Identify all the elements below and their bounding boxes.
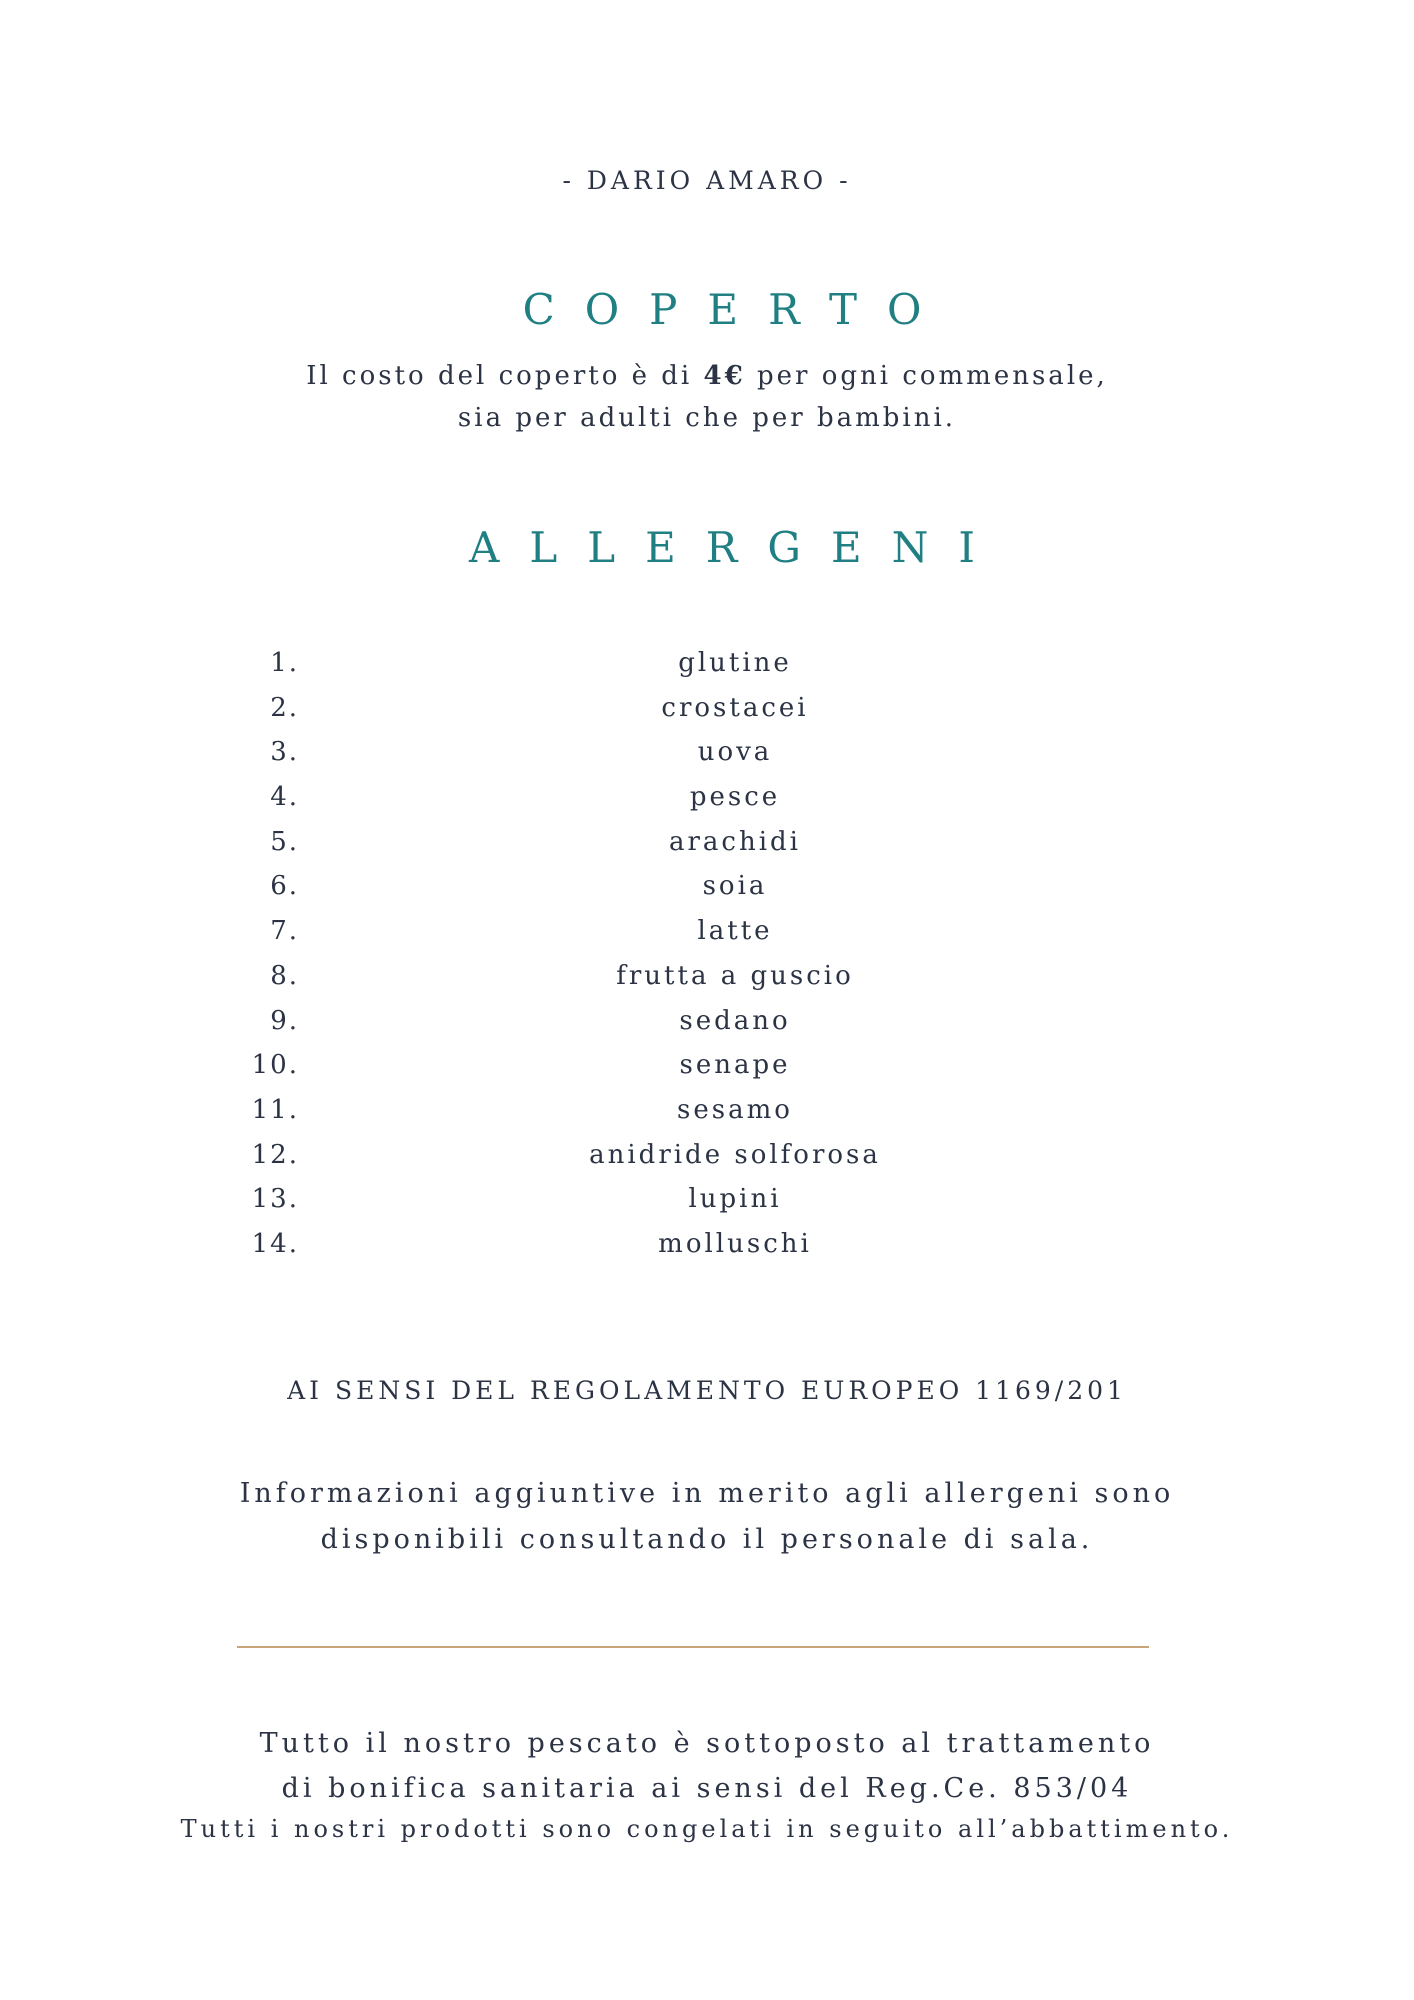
list-item xyxy=(0,827,1414,872)
regulation-note: AI SENSI DEL REGOLAMENTO EUROPEO 1169/201 xyxy=(287,1376,1127,1405)
allergen-number: 8. xyxy=(270,960,299,991)
allergeni-heading: ALLERGENI xyxy=(469,523,1005,572)
allergen-name: crostacei xyxy=(661,692,809,723)
coperto-second-line: sia per adulti che per bambini. xyxy=(457,403,957,433)
allergen-number: 1. xyxy=(270,648,299,678)
list-item xyxy=(0,693,1414,738)
list-item xyxy=(0,1050,1414,1095)
allergen-number: 7. xyxy=(270,916,299,947)
list-item xyxy=(0,737,1414,782)
footer-line-3: Tutti i nostri prodotti sono congelati in seguito all’abbattimento. xyxy=(180,1815,1234,1843)
allergen-name: senape xyxy=(679,1050,791,1081)
list-item xyxy=(0,1229,1414,1274)
allergen-name: anidride solforosa xyxy=(589,1139,881,1170)
allergen-number: 14. xyxy=(251,1228,299,1259)
list-item xyxy=(0,871,1414,916)
allergen-number: 3. xyxy=(270,737,299,768)
allergen-name: soia xyxy=(702,871,768,902)
allergen-name: sedano xyxy=(679,1005,791,1036)
allergen-name: latte xyxy=(697,916,773,947)
allergen-name: sesamo xyxy=(677,1094,793,1125)
footer-line-1: Tutto il nostro pescato è sottoposto al trattamento xyxy=(259,1728,1155,1759)
allergen-name: pesce xyxy=(689,782,781,813)
coperto-heading: COPERTO xyxy=(522,285,952,334)
allergen-number: 9. xyxy=(270,1005,299,1036)
footer-line-2: di bonifica sanitaria ai sensi del Reg.Ce. 853/04 xyxy=(281,1773,1133,1804)
allergen-number: 2. xyxy=(270,692,299,723)
allergen-number: 4. xyxy=(270,782,299,813)
list-item xyxy=(0,1140,1414,1185)
restaurant-name: - DARIO AMARO - xyxy=(562,166,852,195)
list-item xyxy=(0,648,1414,693)
coperto-text-after: per ogni commensale, xyxy=(745,361,1108,391)
allergen-name: lupini xyxy=(688,1184,782,1215)
coperto-price-line xyxy=(0,361,1414,391)
allergen-number: 10. xyxy=(251,1050,299,1081)
allergen-name: arachidi xyxy=(668,826,801,857)
allergen-number: 5. xyxy=(270,826,299,857)
allergen-number: 12. xyxy=(251,1139,299,1170)
allergen-number: 6. xyxy=(270,871,299,902)
allergen-number: 11. xyxy=(251,1094,299,1125)
list-item xyxy=(0,782,1414,827)
allergen-number: 13. xyxy=(251,1184,299,1215)
divider xyxy=(237,1646,1149,1648)
list-item xyxy=(0,1184,1414,1229)
allergen-name: glutine xyxy=(678,648,792,678)
info-line-1: Informazioni aggiuntive in merito agli allergeni sono xyxy=(239,1478,1175,1509)
list-item xyxy=(0,961,1414,1006)
allergen-list xyxy=(0,648,1414,1274)
list-item xyxy=(0,1095,1414,1140)
allergen-name: uova xyxy=(697,737,773,768)
allergen-name: frutta a guscio xyxy=(616,960,854,991)
list-item xyxy=(0,1006,1414,1051)
allergen-name: molluschi xyxy=(658,1228,812,1259)
list-item xyxy=(0,916,1414,961)
coperto-price: 4€ xyxy=(703,361,746,391)
info-line-2: disponibili consultando il personale di sala. xyxy=(320,1524,1094,1555)
coperto-text-before: Il costo del coperto è di xyxy=(306,361,704,391)
